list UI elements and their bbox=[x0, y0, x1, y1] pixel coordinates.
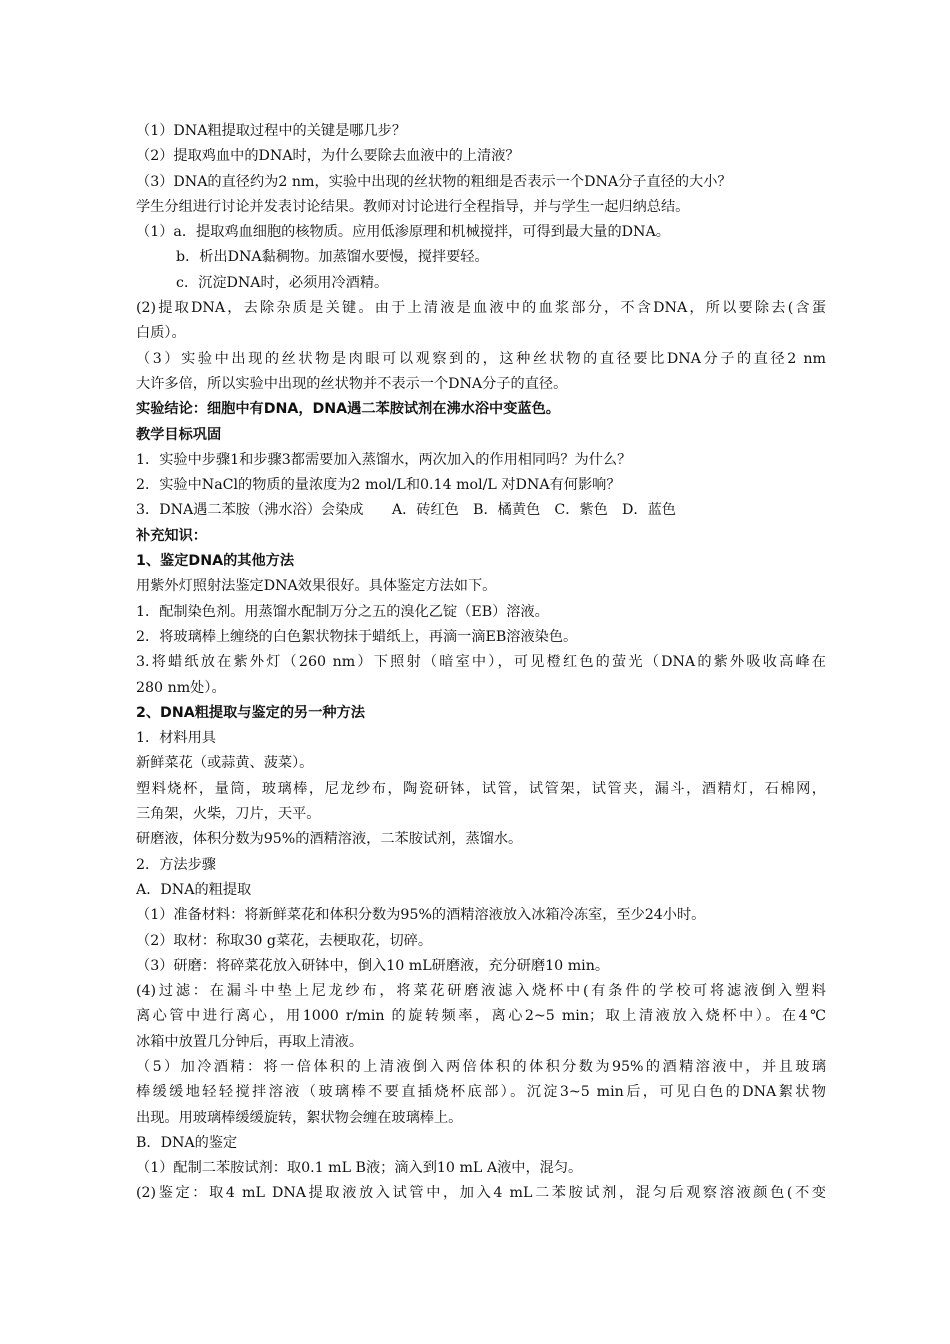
section-heading-goals: 教学目标巩固 bbox=[136, 426, 222, 443]
section-heading-supplement: 补充知识： bbox=[136, 527, 207, 544]
extraction-step-5-line1: （5）加冷酒精：将一倍体积的上清液倒入两倍体积的体积分数为95%的酒精溶液中，并且玻璃 bbox=[136, 1058, 826, 1075]
discussion-text: 学生分组进行讨论并发表讨论结果。教师对讨论进行全程指导，并与学生一起归纳总结。 bbox=[136, 198, 690, 215]
answer-1a: （1）a．提取鸡血细胞的核物质。应用低渗原理和机械搅拌，可得到最大量的DNA。 bbox=[136, 224, 670, 241]
uv-step-1: 1．配制染色剂。用蒸馏水配制万分之五的溴化乙锭（EB）溶液。 bbox=[136, 603, 549, 620]
answer-2-line1: (2)提取DNA，去除杂质是关键。由于上清液是血液中的血浆部分，不含DNA，所以要除去(含蛋 bbox=[136, 300, 826, 317]
materials-tools-line2: 三角架，火柴，刀片，天平。 bbox=[136, 806, 321, 823]
answer-2-line2: 白质）。 bbox=[136, 325, 186, 342]
question-2: （2）提取鸡血中的DNA时，为什么要除去血液中的上清液？ bbox=[136, 148, 520, 165]
answer-1c: c．沉淀DNA时，必须用冷酒精。 bbox=[176, 274, 389, 291]
question-1: （1）DNA粗提取过程中的关键是哪几步？ bbox=[136, 123, 407, 139]
answer-3-line2: 大许多倍，所以实验中出现的丝状物并不表示一个DNA分子的直径。 bbox=[136, 375, 568, 392]
extraction-step-4-line2: 离心管中进行离心，用1000 r/min 的旋转频率，离心2~5 min；取上清液放入烧杯中）。在4℃ bbox=[136, 1008, 826, 1025]
document-body bbox=[136, 119, 826, 1207]
identification-step-1: （1）配制二苯胺试剂：取0.1 mL B液；滴入到10 mL A液中，混匀。 bbox=[136, 1160, 583, 1177]
steps-heading: 2．方法步骤 bbox=[136, 856, 216, 873]
answer-1b: b．析出DNA黏稠物。加蒸馏水要慢，搅拌要轻。 bbox=[176, 249, 489, 266]
uv-step-3-line2: 280 nm处）。 bbox=[136, 679, 226, 696]
extraction-step-1: （1）准备材料：将新鲜菜花和体积分数为95%的酒精溶液放入冰箱冷冻室，至少24小时。 bbox=[136, 907, 706, 924]
materials-plants: 新鲜菜花（或蒜黄、菠菜）。 bbox=[136, 755, 314, 772]
exercise-3: 3．DNA遇二苯胺（沸水浴）会染成 A．砖红色 B．橘黄色 C．紫色 D．蓝色 bbox=[136, 502, 676, 519]
uv-step-2: 2．将玻璃棒上缠绕的白色絮状物抹于蜡纸上，再滴一滴EB溶液染色。 bbox=[136, 628, 578, 645]
experiment-conclusion: 实验结论：细胞中有DNA，DNA遇二苯胺试剂在沸水浴中变蓝色。 bbox=[136, 401, 560, 418]
extraction-step-2: （2）取材：称取30 g菜花，去梗取花，切碎。 bbox=[136, 932, 433, 949]
materials-reagents: 研磨液，体积分数为95%的酒精溶液，二苯胺试剂，蒸馏水。 bbox=[136, 831, 523, 848]
subheading-method-2: 2、DNA粗提取与鉴定的另一种方法 bbox=[136, 704, 365, 721]
uv-intro: 用紫外灯照射法鉴定DNA效果很好。具体鉴定方法如下。 bbox=[136, 578, 497, 595]
extraction-step-5-line3: 出现。用玻璃棒缓缓旋转，絮状物会缠在玻璃棒上。 bbox=[136, 1109, 463, 1126]
extraction-step-5-line2: 棒缓缓地轻轻搅拌溶液（玻璃棒不要直插烧杯底部）。沉淀3~5 min后，可见白色的DNA絮状物 bbox=[136, 1084, 826, 1101]
extraction-heading: A．DNA的粗提取 bbox=[136, 881, 252, 898]
exercise-2: 2．实验中NaCl的物质的量浓度为2 mol/L和0.14 mol/L 对DNA有何影响？ bbox=[136, 477, 621, 494]
identification-heading: B．DNA的鉴定 bbox=[136, 1134, 238, 1151]
identification-step-2: (2)鉴定：取4 mL DNA提取液放入试管中，加入4 mL二苯胺试剂，混匀后观察溶液颜色(不变 bbox=[136, 1185, 826, 1202]
extraction-step-4-line1: (4)过滤：在漏斗中垫上尼龙纱布，将菜花研磨液滤入烧杯中(有条件的学校可将滤液倒入塑料 bbox=[136, 983, 826, 1000]
uv-step-3-line1: 3.将蜡纸放在紫外灯（260 nm）下照射（暗室中），可见橙红色的萤光（DNA的紫外吸收高峰在 bbox=[136, 654, 826, 671]
extraction-step-4-line3: 冰箱中放置几分钟后，再取上清液。 bbox=[136, 1033, 364, 1050]
extraction-step-3: （3）研磨：将碎菜花放入研钵中，倒入10 mL研磨液，充分研磨10 min。 bbox=[136, 957, 610, 974]
materials-heading: 1．材料用具 bbox=[136, 730, 216, 747]
question-3: （3）DNA的直径约为2 nm，实验中出现的丝状物的粗细是否表示一个DNA分子直径的大小？ bbox=[136, 173, 732, 190]
answer-3-line1: （3）实验中出现的丝状物是肉眼可以观察到的，这种丝状物的直径要比DNA分子的直径2 nm bbox=[136, 350, 826, 367]
exercise-1: 1．实验中步骤1和步骤3都需要加入蒸馏水，两次加入的作用相同吗？为什么？ bbox=[136, 451, 632, 468]
materials-tools-line1: 塑料烧杯，量筒，玻璃棒，尼龙纱布，陶瓷研钵，试管，试管架，试管夹，漏斗，酒精灯，石棉网， bbox=[136, 780, 826, 797]
subheading-method-1: 1、鉴定DNA的其他方法 bbox=[136, 553, 295, 570]
